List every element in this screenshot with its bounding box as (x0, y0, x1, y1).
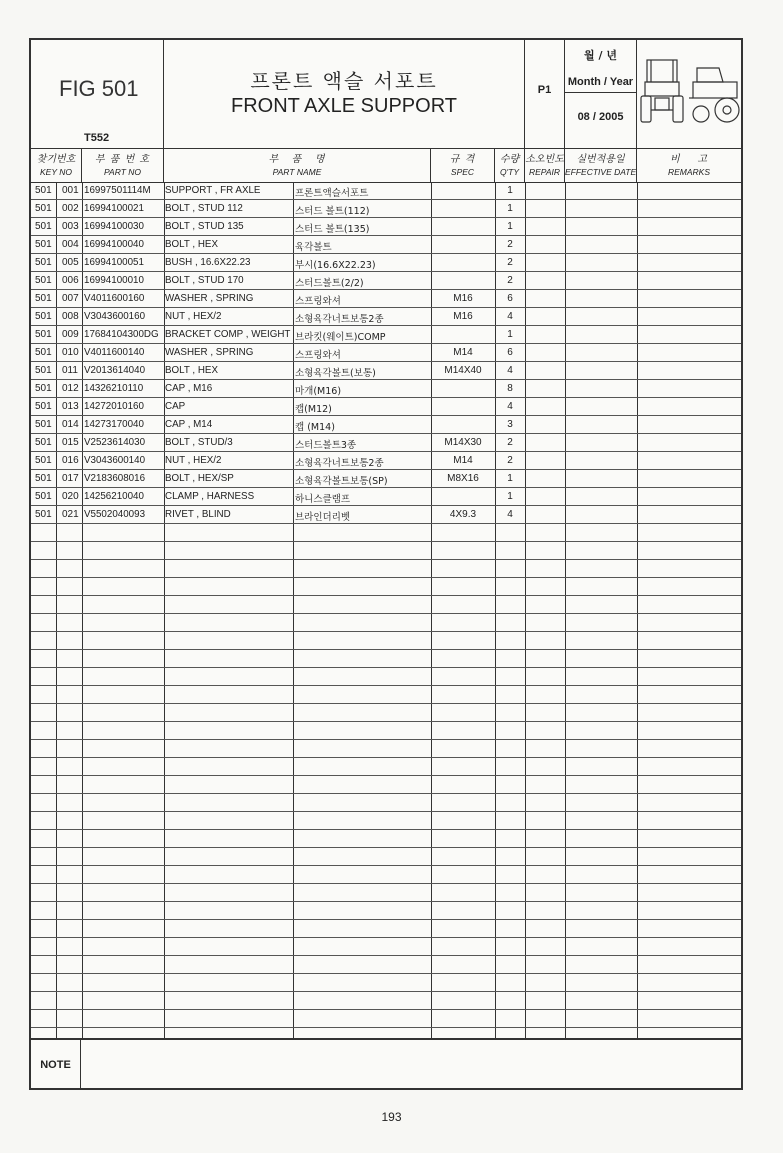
fig-cell (31, 40, 164, 148)
part-name-cell: BOLT , HEX (165, 365, 218, 376)
part-name-cell: BOLT , STUD 135 (165, 221, 244, 232)
part-no-cell: 16994100030 (84, 221, 144, 232)
blank-row (31, 542, 741, 560)
part-no-cell: 14326210110 (84, 383, 144, 394)
part-name-korean-cell: 캡 (M14) (295, 422, 335, 433)
part-name-cell: NUT , HEX/2 (165, 455, 222, 466)
blank-row (31, 614, 741, 632)
blank-row (31, 722, 741, 740)
blank-row (31, 560, 741, 578)
key-no-cell: 009 (62, 329, 79, 340)
title-english: FRONT AXLE SUPPORT (231, 95, 457, 117)
blank-row (31, 776, 741, 794)
part-name-cell: WASHER , SPRING (165, 347, 254, 358)
part-name-korean-cell: 스터드 볼트(135) (295, 224, 370, 235)
part-no-cell: V4011600160 (84, 293, 145, 304)
qty-cell: 6 (507, 347, 513, 358)
part-name-cell: BOLT , STUD/3 (165, 437, 233, 448)
spec-cell: M8X16 (447, 473, 479, 484)
date-cell (565, 40, 637, 148)
key-no-cell: 014 (62, 419, 79, 430)
part-name-cell: BRACKET COMP , WEIGHT (165, 329, 291, 340)
page-ref-cell (525, 40, 565, 148)
fig-cell-value: 501 (35, 491, 52, 502)
part-name-cell: BOLT , STUD 112 (165, 203, 243, 214)
part-name-korean-cell: 하니스클램프 (295, 494, 351, 505)
table-row (31, 452, 741, 470)
table-row (31, 416, 741, 434)
part-name-korean-cell: 부시(16.6X22.23) (295, 260, 376, 271)
qty-cell: 1 (507, 473, 513, 484)
parts-table-body (31, 182, 741, 1038)
blank-row (31, 956, 741, 974)
spec-cell: M16 (453, 311, 473, 322)
table-row (31, 488, 741, 506)
table-row (31, 200, 741, 218)
qty-cell: 1 (507, 185, 513, 196)
part-no-cell: 16994100051 (84, 257, 144, 268)
qty-cell: 4 (507, 509, 513, 520)
part-name-korean-cell: 스터드볼트3종 (295, 440, 357, 451)
part-no-cell: V2523614030 (84, 437, 146, 448)
fig-cell-value: 501 (35, 203, 52, 214)
qty-cell: 4 (507, 365, 513, 376)
table-row (31, 470, 741, 488)
fig-cell-value: 501 (35, 383, 52, 394)
blank-row (31, 650, 741, 668)
blank-row (31, 632, 741, 650)
fig-cell-value: 501 (35, 329, 52, 340)
part-name-korean-cell: 스터드볼트(2/2) (295, 278, 364, 289)
blank-row (31, 758, 741, 776)
blank-row (31, 866, 741, 884)
fig-cell-value: 501 (35, 509, 52, 520)
key-no-cell: 011 (62, 365, 78, 376)
column-header-row (31, 148, 741, 183)
fig-cell-value: 501 (35, 257, 52, 268)
blank-row (31, 704, 741, 722)
key-no-cell: 005 (62, 257, 79, 268)
table-row (31, 506, 741, 524)
part-no-cell: V4011600140 (84, 347, 145, 358)
table-row (31, 308, 741, 326)
col-part-no: 부 품 번 호 PART NO (82, 148, 164, 182)
blank-row (31, 812, 741, 830)
fig-cell-value: 501 (35, 401, 52, 412)
table-row (31, 344, 741, 362)
part-name-korean-cell: 육각볼트 (295, 242, 332, 253)
col-repair: 소오빈도 REPAIR (525, 148, 565, 182)
col-effective-date: 실번적용일 EFFECTIVE DATE (565, 148, 637, 182)
blank-row (31, 524, 741, 542)
spec-cell: M14X30 (444, 437, 482, 448)
blank-row (31, 830, 741, 848)
part-name-korean-cell: 스프링와셔 (295, 296, 341, 307)
spec-cell: M14 (453, 347, 473, 358)
month-year-label: Month / Year (567, 76, 634, 88)
qty-cell: 2 (507, 239, 513, 250)
col-part-name: 부 품 명 PART NAME (164, 148, 431, 182)
part-name-korean-cell: 스터드 볼트(112) (295, 206, 370, 217)
qty-cell: 3 (507, 419, 513, 430)
col-spec: 규 격 SPEC (431, 148, 495, 182)
blank-row (31, 848, 741, 866)
title-cell (164, 40, 525, 148)
table-row (31, 272, 741, 290)
qty-cell: 2 (507, 437, 513, 448)
fig-cell-value: 501 (35, 455, 52, 466)
fig-cell-value: 501 (35, 311, 52, 322)
key-no-cell: 001 (62, 185, 79, 196)
note-label: NOTE (31, 1040, 81, 1090)
part-no-cell: V2183608016 (84, 473, 146, 484)
col-key-no: 찾기번호 KEY NO (31, 148, 82, 182)
part-name-cell: SUPPORT , FR AXLE (165, 185, 261, 196)
blank-row (31, 974, 741, 992)
key-no-cell: 006 (62, 275, 79, 286)
blank-row (31, 884, 741, 902)
qty-cell: 1 (507, 329, 513, 340)
part-no-cell: V3043600140 (84, 455, 146, 466)
blank-row (31, 740, 741, 758)
part-no-cell: 16994100010 (84, 275, 144, 286)
fig-cell-value: 501 (35, 437, 52, 448)
date-divider (565, 92, 636, 93)
part-name-cell: CAP , M14 (165, 419, 213, 430)
part-name-korean-cell: 프론트액슬서포트 (295, 188, 369, 199)
key-no-cell: 020 (62, 491, 79, 502)
table-row (31, 326, 741, 344)
part-name-cell: BOLT , STUD 170 (165, 275, 244, 286)
blank-row (31, 920, 741, 938)
part-name-korean-cell: 소형육각너트보통2종 (295, 458, 384, 469)
key-no-cell: 010 (62, 347, 79, 358)
key-no-cell: 007 (62, 293, 79, 304)
blank-row (31, 1010, 741, 1028)
sheet-header (31, 40, 741, 149)
part-name-cell: BOLT , HEX/SP (165, 473, 234, 484)
blank-row (31, 902, 741, 920)
qty-cell: 4 (507, 401, 513, 412)
qty-cell: 8 (507, 383, 513, 394)
note-section (31, 1038, 741, 1088)
part-no-cell: 14256210040 (84, 491, 144, 502)
blank-row (31, 794, 741, 812)
qty-cell: 2 (507, 455, 513, 466)
part-no-cell: V2013614040 (84, 365, 146, 376)
tractor-icon (637, 40, 741, 148)
fig-cell-value: 501 (35, 365, 52, 376)
part-name-korean-cell: 소형육각볼트(보통) (295, 368, 376, 379)
blank-row (31, 992, 741, 1010)
part-name-korean-cell: 소형육각너트보통2종 (295, 314, 384, 325)
fig-cell-value: 501 (35, 347, 52, 358)
col-remarks: 비 고 REMARKS (667, 154, 711, 177)
spec-cell: M14 (453, 455, 473, 466)
part-name-cell: BUSH , 16.6X22.23 (165, 257, 251, 268)
parts-list-sheet (29, 38, 743, 1090)
table-row (31, 362, 741, 380)
fig-cell-value: 501 (35, 419, 52, 430)
spec-cell: 4X9.3 (449, 509, 477, 520)
title-korean: 프론트 액슬 서포트 (250, 69, 438, 93)
qty-cell: 4 (507, 311, 513, 322)
part-no-cell: 16994100040 (84, 239, 144, 250)
qty-cell: 6 (507, 293, 513, 304)
page-number: 193 (381, 1110, 402, 1124)
key-no-cell: 017 (62, 473, 79, 484)
qty-cell: 1 (507, 491, 513, 502)
spec-cell: M16 (453, 293, 473, 304)
key-no-cell: 004 (62, 239, 79, 250)
part-name-cell: BOLT , HEX (165, 239, 218, 250)
part-name-korean-cell: 브라인더리벳 (295, 512, 351, 523)
part-no-cell: V3043600160 (84, 311, 146, 322)
fig-cell-value: 501 (35, 239, 52, 250)
key-no-cell: 002 (62, 203, 79, 214)
part-name-cell: WASHER , SPRING (165, 293, 254, 304)
part-name-cell: CAP (165, 401, 186, 412)
part-no-cell: V5502040093 (84, 509, 146, 520)
key-no-cell: 016 (62, 455, 79, 466)
spec-cell: M14X40 (444, 365, 482, 376)
part-no-cell: 16997501114M (84, 185, 151, 196)
table-row (31, 398, 741, 416)
key-no-cell: 008 (62, 311, 79, 322)
part-name-korean-cell: 캡(M12) (295, 404, 332, 415)
key-no-cell: 003 (62, 221, 79, 232)
blank-row (31, 596, 741, 614)
blank-row (31, 686, 741, 704)
key-no-cell: 015 (62, 437, 79, 448)
part-no-cell: 17684104300DG (84, 329, 159, 340)
part-name-korean-cell: 스프링와셔 (295, 350, 341, 361)
page-ref: P1 (537, 84, 552, 96)
qty-cell: 2 (507, 257, 513, 268)
table-row (31, 218, 741, 236)
part-name-korean-cell: 소형육각볼트보통(SP) (295, 476, 388, 487)
table-row (31, 290, 741, 308)
table-row (31, 254, 741, 272)
date-value: 08 / 2005 (577, 111, 624, 123)
fig-cell-value: 501 (35, 185, 52, 196)
key-no-cell: 012 (62, 383, 79, 394)
fig-cell-value: 501 (35, 275, 52, 286)
col-qty: 수량 Q'TY (495, 148, 525, 182)
key-no-cell: 013 (62, 401, 79, 412)
part-name-cell: CLAMP , HARNESS (165, 491, 255, 502)
part-name-cell: NUT , HEX/2 (165, 311, 222, 322)
table-row (31, 434, 741, 452)
qty-cell: 1 (507, 221, 513, 232)
fig-cell-value: 501 (35, 221, 52, 232)
blank-row (31, 938, 741, 956)
fig-number: FIG 501 (59, 76, 139, 101)
month-year-korean: 월 / 년 (584, 49, 617, 62)
part-no-cell: 16994100021 (84, 203, 144, 214)
qty-cell: 1 (507, 203, 513, 214)
table-row (31, 236, 741, 254)
part-name-korean-cell: 브라킷(웨이트)COMP (295, 332, 386, 343)
blank-row (31, 668, 741, 686)
part-no-cell: 14272010160 (84, 401, 144, 412)
qty-cell: 2 (507, 275, 513, 286)
part-name-korean-cell: 마개(M16) (295, 386, 342, 397)
model-number: T552 (84, 132, 110, 144)
fig-cell-value: 501 (35, 473, 52, 484)
fig-cell-value: 501 (35, 293, 52, 304)
part-no-cell: 14273170040 (84, 419, 144, 430)
part-name-cell: CAP , M16 (165, 383, 213, 394)
key-no-cell: 021 (62, 509, 79, 520)
table-row (31, 182, 741, 200)
blank-row (31, 578, 741, 596)
table-row (31, 380, 741, 398)
part-name-cell: RIVET , BLIND (165, 509, 231, 520)
tractor-illustration (637, 40, 741, 148)
